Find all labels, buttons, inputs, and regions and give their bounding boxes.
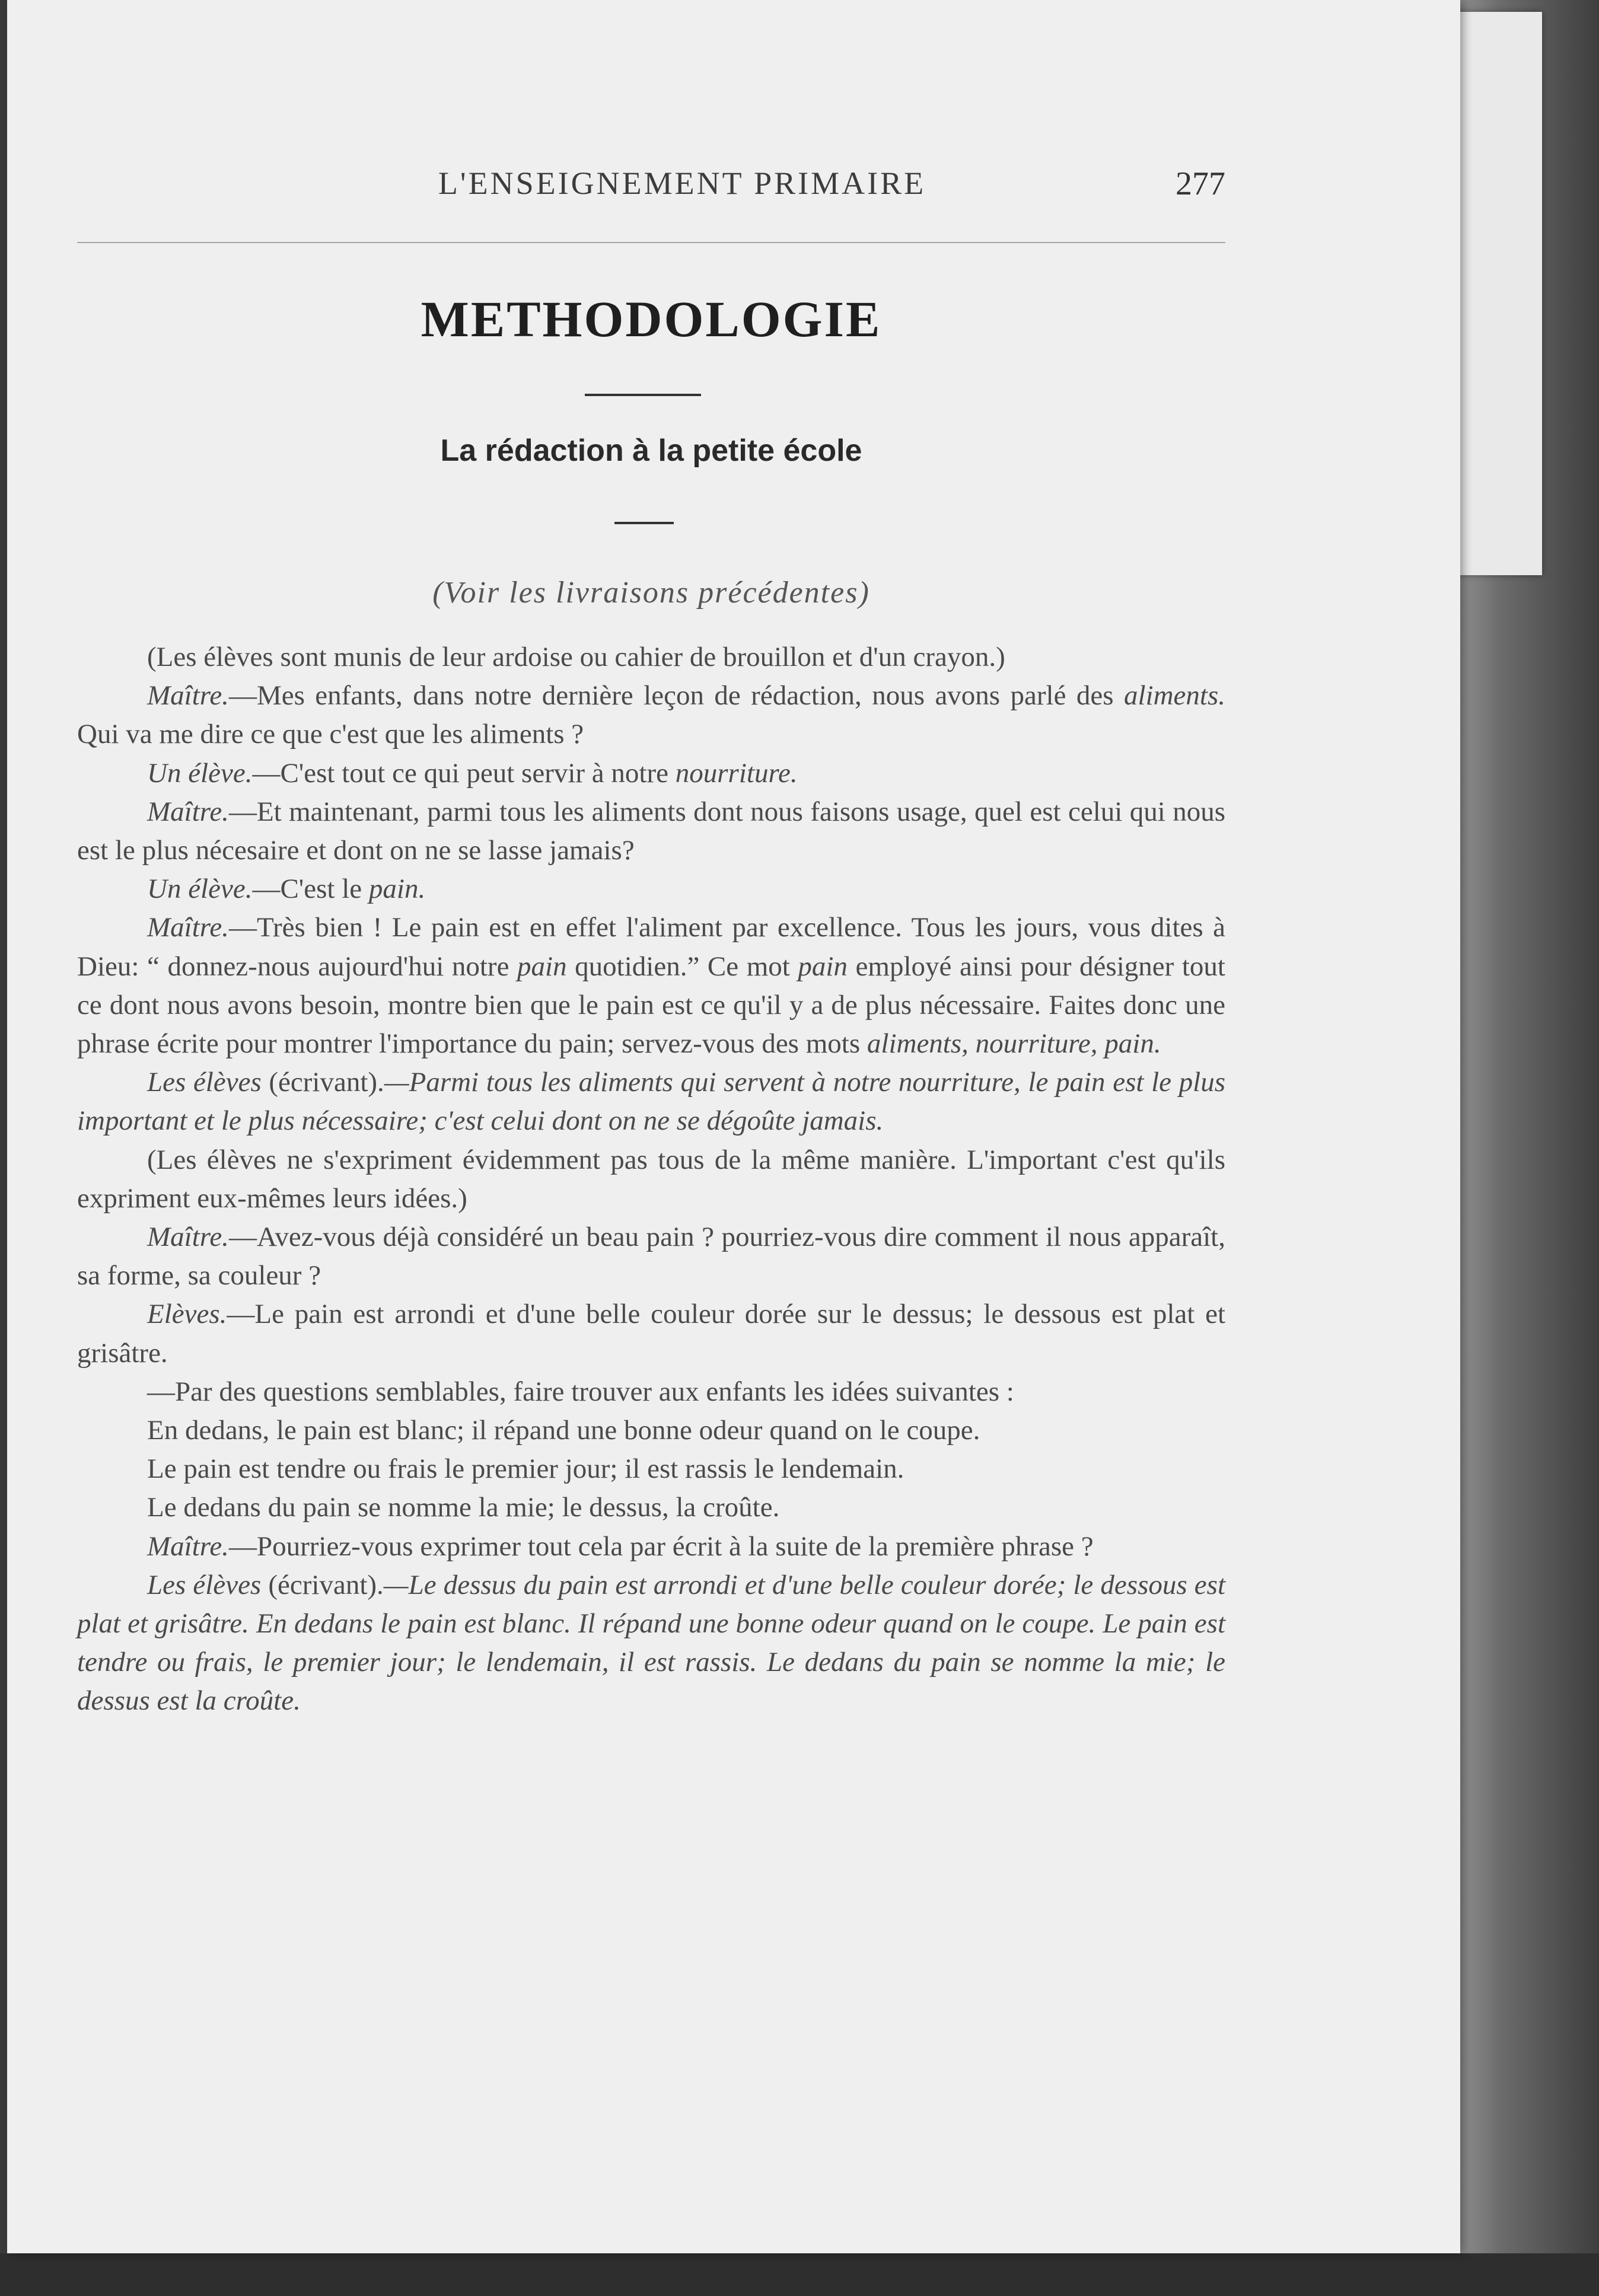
text-run: —Et maintenant, parmi tous les aliments dont nous faisons usage, quel est celui qui nous est le plus nécesaire et dont on ne se lasse jamais? <box>77 796 1225 866</box>
italic-text: Un élève. <box>147 757 253 789</box>
paragraph <box>77 1450 1225 1488</box>
text-run: (écrivant). <box>261 1067 384 1098</box>
italic-text: pain <box>517 951 567 982</box>
italic-text: pain <box>798 951 848 982</box>
title-divider <box>585 394 701 396</box>
series-note: (Voir les livraisons précédentes) <box>432 576 870 610</box>
italic-text: Les élèves <box>147 1067 262 1098</box>
italic-text: Maître. <box>147 680 229 712</box>
text-run: —Pourriez-vous exprimer tout cela par écrit à la suite de la première phrase ? <box>228 1530 1094 1562</box>
text-run: —C'est tout ce qui peut servir à notre <box>252 757 676 789</box>
paragraph <box>77 638 1225 677</box>
italic-text: —Parmi tous les aliments qui servent à notre nourriture, le pain est le plus important et le plus nécessaire; c'est celui dont on ne se dégoûte jamais. <box>77 1067 1226 1137</box>
page-header <box>77 165 1225 206</box>
paragraph <box>77 1528 1225 1566</box>
text-run: —Très bien ! Le pain est en effet l'aliment par excellence. Tous les jours, vous dites à Dieu: “ donnez-nous aujourd'hui notre <box>77 912 1225 982</box>
text-run: —Le pain est arrondi et d'une belle couleur dorée sur le dessus; le dessous est plat et grisâtre. <box>77 1299 1225 1369</box>
text-run: —Mes enfants, dans notre dernière leçon de rédaction, nous avons parlé des <box>228 680 1124 712</box>
text-run: En dedans, le pain est blanc; il répand une bonne odeur quand on le coupe. <box>147 1415 980 1446</box>
italic-text: Un élève. <box>147 873 253 905</box>
text-run: (Les élèves ne s'expriment évidemment pas tous de la même manière. L'important c'est qu'ils expriment eux-mêmes leurs idées.) <box>77 1144 1225 1214</box>
text-run: Le pain est tendre ou frais le premier jour; il est rassis le lendemain. <box>147 1453 904 1485</box>
article-body <box>77 638 1225 1721</box>
paragraph <box>77 870 1225 908</box>
paragraph <box>77 677 1225 754</box>
italic-text: Maître. <box>147 1530 229 1562</box>
paragraph <box>77 793 1225 870</box>
italic-text: aliments, nourriture, pain. <box>867 1028 1161 1060</box>
text-run: Le dedans du pain se nomme la mie; le dessus, la croûte. <box>147 1492 780 1523</box>
article-title: METHODOLOGIE <box>421 291 882 347</box>
paragraph <box>77 908 1225 1063</box>
paragraph <box>77 1488 1225 1527</box>
header-rule <box>77 242 1225 243</box>
italic-text: —Le dessus du pain est arrondi et d'une belle couleur dorée; le dessous est plat et grisâtre. En dedans le pain est blanc. Il répand une bonne odeur quand on le coupe. Le pain est tendre ou frais, le premier jour; le lendemain, il est rassis. Le dedans du pain se nomme la mie; le dessus est la croûte. <box>77 1569 1226 1717</box>
running-head: L'ENSEIGNEMENT PRIMAIRE <box>438 165 926 201</box>
book-page <box>7 0 1460 2253</box>
text-run: Qui va me dire ce que c'est que les aliments ? <box>77 719 584 750</box>
italic-text: pain. <box>368 873 426 905</box>
italic-text: Les élèves <box>147 1569 262 1600</box>
text-run: employé ainsi pour désigner tout ce dont nous avons besoin, montre bien que le pain est ce qu'il y a de plus nécessaire. Faites donc une phrase écrite pour montrer l'importance du pain; servez-vous des mots <box>77 951 1225 1060</box>
paragraph <box>77 1218 1225 1295</box>
italic-text: Maître. <box>147 912 229 943</box>
paragraph <box>77 1295 1225 1372</box>
text-run: (Les élèves sont munis de leur ardoise ou cahier de brouillon et d'un crayon.) <box>147 642 1005 672</box>
text-run: —Avez-vous déjà considéré un beau pain ? pourriez-vous dire comment il nous apparaît, sa forme, sa couleur ? <box>77 1222 1225 1292</box>
paragraph <box>77 1566 1225 1721</box>
article-subtitle: La rédaction à la petite école <box>440 433 862 468</box>
paragraph <box>77 1411 1225 1450</box>
subtitle-divider <box>614 522 674 524</box>
page-number: 277 <box>1176 165 1225 202</box>
paragraph <box>77 1141 1225 1218</box>
text-run: quotidien.” Ce mot <box>566 951 798 982</box>
italic-text: nourriture. <box>675 757 798 789</box>
paragraph <box>77 754 1225 793</box>
text-run: —C'est le <box>252 873 369 905</box>
italic-text: aliments. <box>1123 680 1225 712</box>
text-run: (écrivant). <box>261 1569 384 1600</box>
background-bottom <box>0 2253 1599 2296</box>
paragraph <box>77 1063 1225 1140</box>
italic-text: Maître. <box>147 796 229 827</box>
italic-text: Elèves. <box>147 1299 227 1330</box>
paragraph <box>77 1373 1225 1411</box>
text-run: —Par des questions semblables, faire trouver aux enfants les idées suivantes : <box>147 1376 1014 1407</box>
italic-text: Maître. <box>147 1222 229 1253</box>
